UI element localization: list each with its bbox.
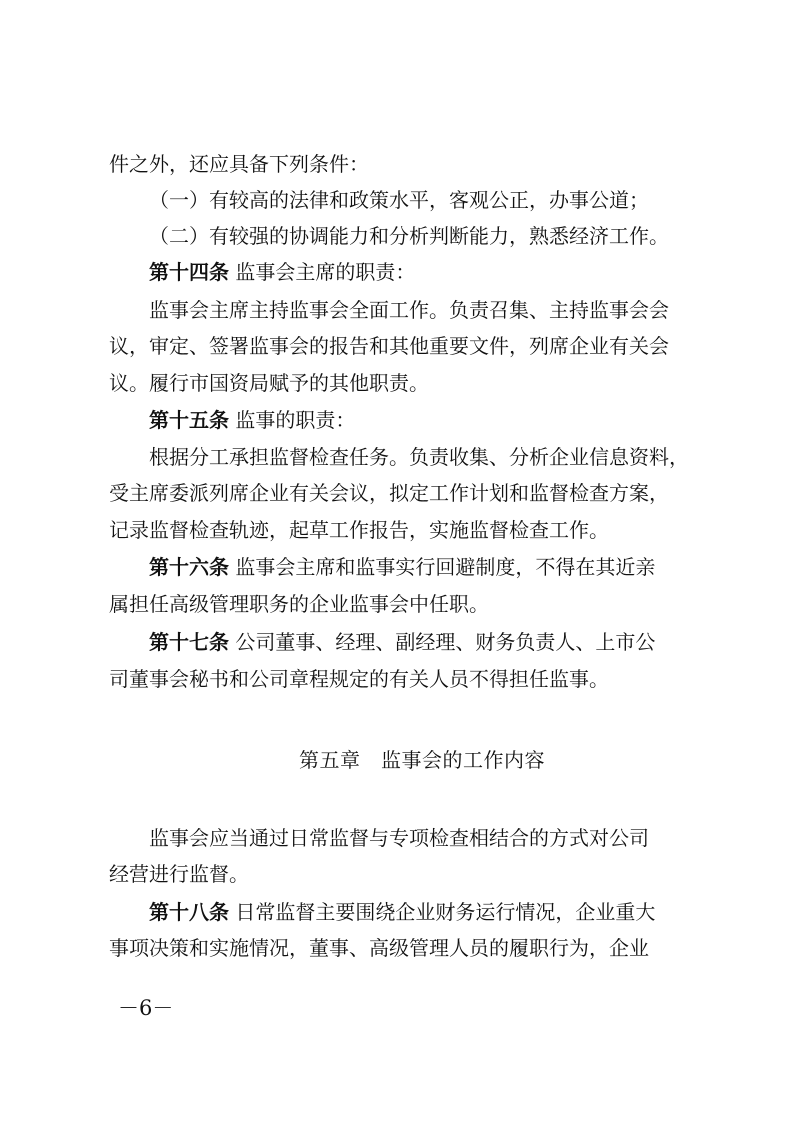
article-text: 监事的职责： (235, 408, 356, 432)
text-line: 件之外，还应具备下列条件： (109, 152, 369, 176)
text-line: 经营进行监督。 (109, 862, 249, 886)
text-line: 受主席委派列席企业有关会议，拟定工作计划和监督检查方案， (109, 481, 669, 505)
text-line: 议。履行市国资局赋予的其他职责。 (109, 371, 429, 395)
article-17 (149, 630, 655, 654)
text-line: 事项决策和实施情况，董事、高级管理人员的履职行为，企业 (109, 936, 649, 960)
article-text: 公司董事、经理、副经理、财务负责人、上市公 (235, 630, 656, 654)
text-line: 属担任高级管理职务的企业监事会中任职。 (109, 592, 489, 616)
text-line: （一）有较高的法律和政策水平，客观公正，办事公道； (149, 188, 649, 212)
text-line: （二）有较强的协调能力和分析判断能力，熟悉经济工作。 (149, 224, 669, 248)
article-text: 监事会主席和监事实行回避制度，不得在其近亲 (235, 555, 656, 579)
article-text: 日常监督主要围绕企业财务运行情况，企业重大 (235, 900, 656, 924)
article-label: 第十四条 (149, 260, 229, 284)
article-label: 第十五条 (149, 408, 229, 432)
article-label: 第十七条 (149, 630, 229, 654)
text-line: 根据分工承担监督检查任务。负责收集、分析企业信息资料， (149, 445, 689, 469)
article-label: 第十六条 (149, 555, 229, 579)
article-14 (149, 260, 415, 284)
article-label: 第十八条 (149, 900, 229, 924)
text-line: 司董事会秘书和公司章程规定的有关人员不得担任监事。 (109, 667, 609, 691)
article-16 (149, 555, 655, 579)
article-15 (149, 408, 355, 432)
article-18 (149, 900, 655, 924)
article-text: 监事会主席的职责： (235, 260, 416, 284)
text-line: 监事会主席主持监事会全面工作。负责召集、主持监事会会 (149, 298, 669, 322)
page-number: －6－ (118, 996, 174, 1020)
text-line: 监事会应当通过日常监督与专项检查相结合的方式对公司 (149, 826, 649, 850)
text-line: 记录监督检查轨迹，起草工作报告，实施监督检查工作。 (109, 518, 609, 542)
text-line: 议，审定、签署监事会的报告和其他重要文件，列席企业有关会 (109, 334, 669, 358)
chapter-title: 第五章 监事会的工作内容 (299, 748, 545, 772)
